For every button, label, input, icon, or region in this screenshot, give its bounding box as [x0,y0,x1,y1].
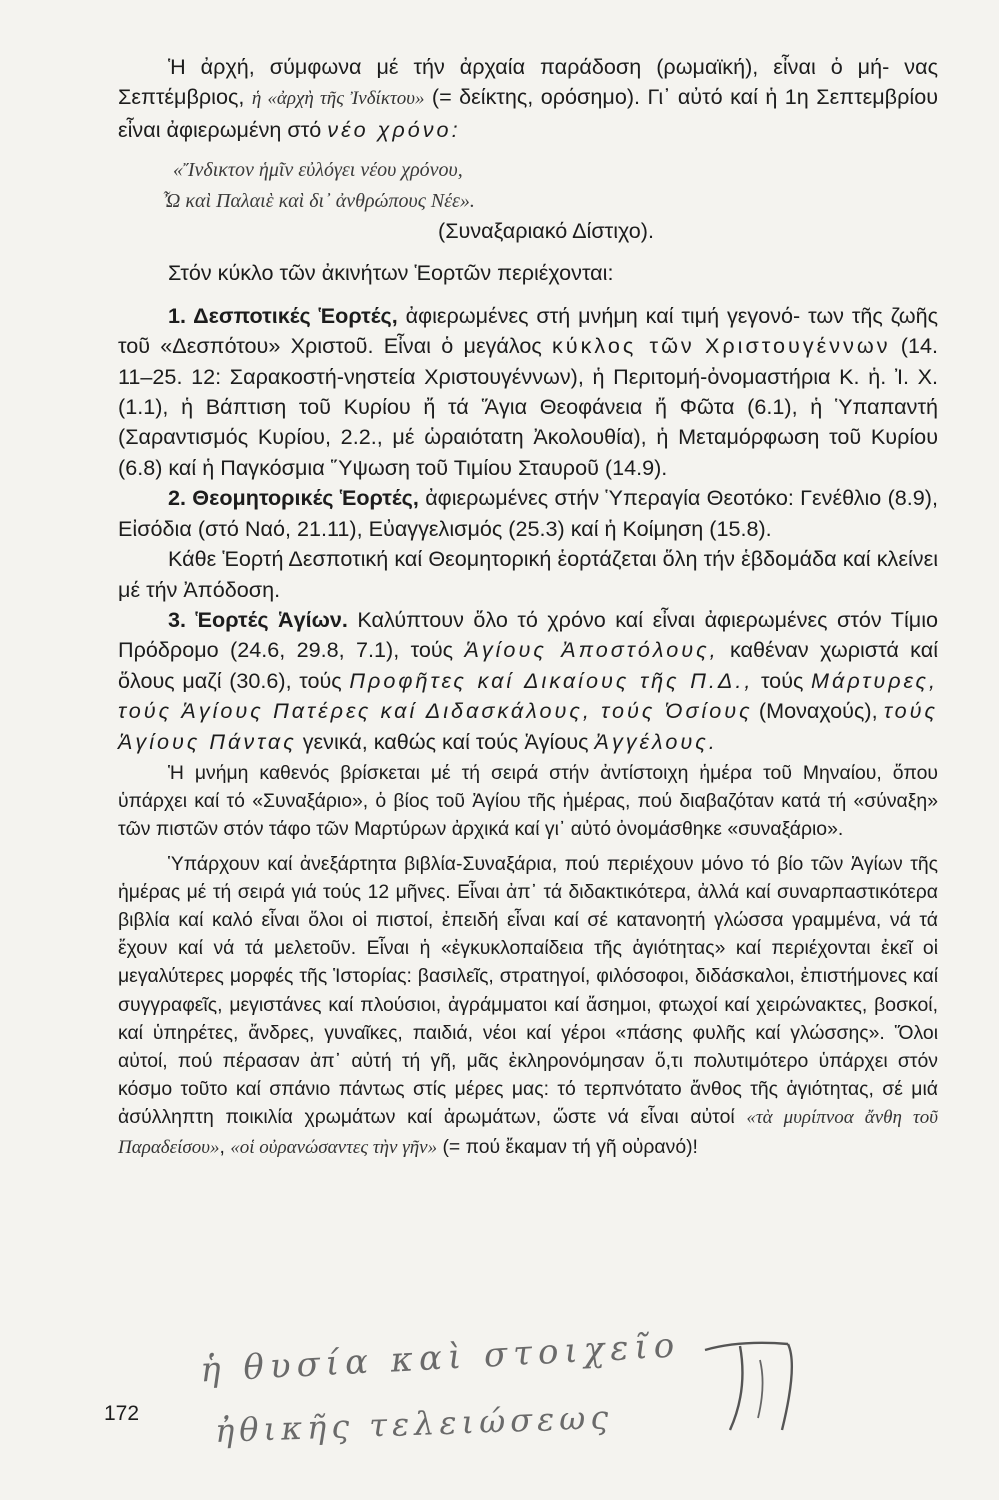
verse-source: (Συναξαριακό Δίστιχο). [438,218,654,244]
page-number: 172 [104,1402,140,1425]
cycle-intro: Στόν κύκλο τῶν ἀκινήτων Ἑορτῶν περιέχονται: [168,260,614,286]
intro-line-1: Ἡ ἀρχή, σύμφωνα μέ τήν ἀρχαία παράδοση (ρωμαϊκή), εἶναι ὁ μή- [168,54,890,79]
intro-line-2a: νας Σεπτέμβριος, [118,54,938,110]
section-2-text: ἀφιερωμένες στήν Ὑπεραγία Θεοτόκο: Γενέθλιο (8.9), Εἰσόδια (στό Ναό, 21.11), Εὐαγγελισμός (25.3) καί ἡ Κοίμηση (15.8). [118,485,938,541]
section-1-text-b: των τῆς ζωῆς τοῦ «Δεσπότου» Χριστοῦ. Εἶναι ὁ μεγάλος [118,302,938,359]
indiction-quote: ἡ «ἀρχὴ τῆς Ἰνδίκτου» [251,88,425,110]
handwritten-note-line-1: ἡ θυσία καὶ στοιχεῖο [199,1325,682,1391]
handwritten-mark-icon [700,1330,830,1440]
section-3-apostles: Ἁγίους Ἀποστόλους, [464,637,719,663]
section-1-text-e: (14. 11–25. 12: Σαρακοστή-νηστεία Χριστουγέννων), ἡ Περιτομή-ὀνομαστήρια Κ. ἡ. Ἰ. Χ. (1.1), ἡ Βάπτιση τοῦ Κυρίου ἤ τά Ἅγια Θεοφάνεια ἤ Φῶτα (6.1), ἡ Ὑπαπαντή (Σαραντισμός Κυρίου, 2.2., μέ ὡραιότατη Ἀκολουθία), ἡ Μεταμόρφωση τοῦ Κυρίου (6.8) καί ἡ Παγκόσμια Ὕψωση τοῦ Τιμίου Σταυροῦ (14.9). [118,333,938,480]
intro-line-2c: (= δείκτης, ορόσημο). Γι᾽ αὐτό [424,84,723,110]
handwritten-note-line-2: ἠθικῆς τελειώσεως [214,1398,614,1450]
section-3-paragraph [118,605,938,757]
intro-line-3a: καί ἡ 1η Σεπτεμβρίου εἶναι ἀφιερωμένη στό [118,84,939,142]
section-1-cycle-word: κύκλος τῶν [552,333,695,359]
verse-line-1: «Ἴνδικτον ἡμῖν εὐλόγει νέου χρόνου, [173,159,463,182]
page-body [118,52,938,1162]
section-1-text-a: ἀφιερωμένες στή μνήμη καί τιμή γεγονό- [397,302,801,328]
section-1-christmas-word: Χριστουγέννων [705,333,891,359]
section-1-heading: 1. Δεσποτικές Ἑορτές, [168,302,398,328]
section-2-note: Κάθε Ἑορτή Δεσποτική καί Θεομητορική ἑορτάζεται ὅλη τήν ἑβδομάδα καί κλείνει μέ τήν Ἀπόδοση. [118,546,938,602]
memory-paragraph: Ἡ μνήμη καθενός βρίσκεται μέ τή σειρά στήν ἀντίστοιχη ἡμέρα τοῦ Μηναίου, ὅπου ὑπάρχει καί τό «Συναξάριο», ὁ βίος τοῦ Ἁγίου τῆς ἡμέρας, πού διαβαζόταν κατά τή «σύναξη» τῶν πιστῶν στόν τάφο τῶν Μαρτύρων ἀρχικά καί γι᾽ αὐτό ὀνομάσθηκε «συναξάριο». [118,761,938,841]
section-3-angels: Ἀγγέλους. [594,728,718,754]
section-3-heading: 3. Ἑορτές Ἁγίων. [168,606,348,632]
section-3-text-a: Καλύπτουν ὅλο τό χρόνο καί εἶναι ἀφιερωμένες στόν Τίμιο Πρόδρομο (24.6, 29.8, 7.1), τούς [118,606,939,663]
synaxarion-distich [118,155,938,246]
section-3-all-saints: τούς Ἁγίους Πάντας [118,698,938,754]
books-comma: , [219,1135,231,1158]
section-1-paragraph [118,301,938,483]
section-3-text-e: τούς [753,667,812,693]
books-quote-2: «οἱ οὐρανώσαντες τὴν γῆν» [230,1136,438,1158]
new-year-phrase: νέο χρόνο: [327,116,461,142]
books-quote-1: «τὰ μυρίπνοα ἄνθη τοῦ Παραδείσου» [118,1107,938,1158]
books-text: Ὑπάρχουν καί ἀνεξάρτητα βιβλία-Συναξάρια, πού περιέχουν μόνο τό βίο τῶν Ἁγίων τῆς ἡμέρας μέ τή σειρά γιά τούς 12 μῆνες. Εἶναι ἀπ᾽ τά διδακτικότερα, ἀλλά καί συναρπαστικότερα βιβλία καί καλό εἶναι ὅλοι οἱ πιστοί, ἐπειδή εἶναι καί σέ κατανοητή γλώσσα γραμμένα, νά τά ἔχουν καί νά τά μελετοῦν. Εἶναι ἡ «ἐγκυκλοπαίδεια τῆς ἁγιότητας» καί περιέχονται ἐκεῖ οἱ μεγαλύτερες μορφές τῆς Ἱστορίας: βασιλεῖς, στρατηγοί, φιλόσοφοι, διδάσκαλοι, ἐπιστήμονες καί συγγραφεῖς, μεγιστάνες καί πλούσιοι, ἀγράμματοι καί ἄσημοι, φτωχοί καί χειρώνακτες, βοσκοί, καί ὑπηρέτες, ἄνδρες, γυναῖκες, παιδιά, νέοι καί γέροι «πάσης φυλῆς καί γλώσσης». Ὅλοι αὐτοί, πού πέρασαν ἀπ᾽ αὐτή τή γῆ, μᾶς ἐκληρονόμησαν ὅ,τι πολυτιμότερο ὑπάρχει στόν κόσμο τοῦτο καί σπάνιο πάντως στίς μέρες μας: τό τερπνότατο ἄνθος τῆς ἁγιότητας, σέ μιά ἀσύλληπτη ποικιλία χρωμάτων καί ἀρωμάτων, ὥστε νά εἶναι αὐτοί [118,852,938,1129]
section-3-text-i: γενικά, καθώς καί τούς Ἁγίους [296,728,595,754]
section-3-text-c: καθέναν χωριστά καί ὅλους μαζί (30.6), τούς [118,637,938,693]
books-end: (= πού ἔκαμαν τή γῆ οὐρανό)! [437,1135,698,1158]
verse-line-2: Ὦ καὶ Παλαιὲ καὶ δι᾽ ἀνθρώπους Νέε». [163,189,475,212]
section-3-prophets: Προφῆτες καί Δικαίους τῆς Π.Δ., [349,667,754,693]
section-3-text-g: (Μοναχούς), [752,698,884,724]
section-2-paragraph [118,483,938,544]
section-2-heading: 2. Θεομητορικές Ἑορτές, [168,485,419,511]
synaxaria-books-paragraph [118,850,938,1162]
section-3-martyrs: Μάρτυρες, τούς Ἁγίους Πατέρες καί Διδασκάλους, τούς Ὁσίους [118,667,938,724]
intro-paragraph [118,52,938,145]
